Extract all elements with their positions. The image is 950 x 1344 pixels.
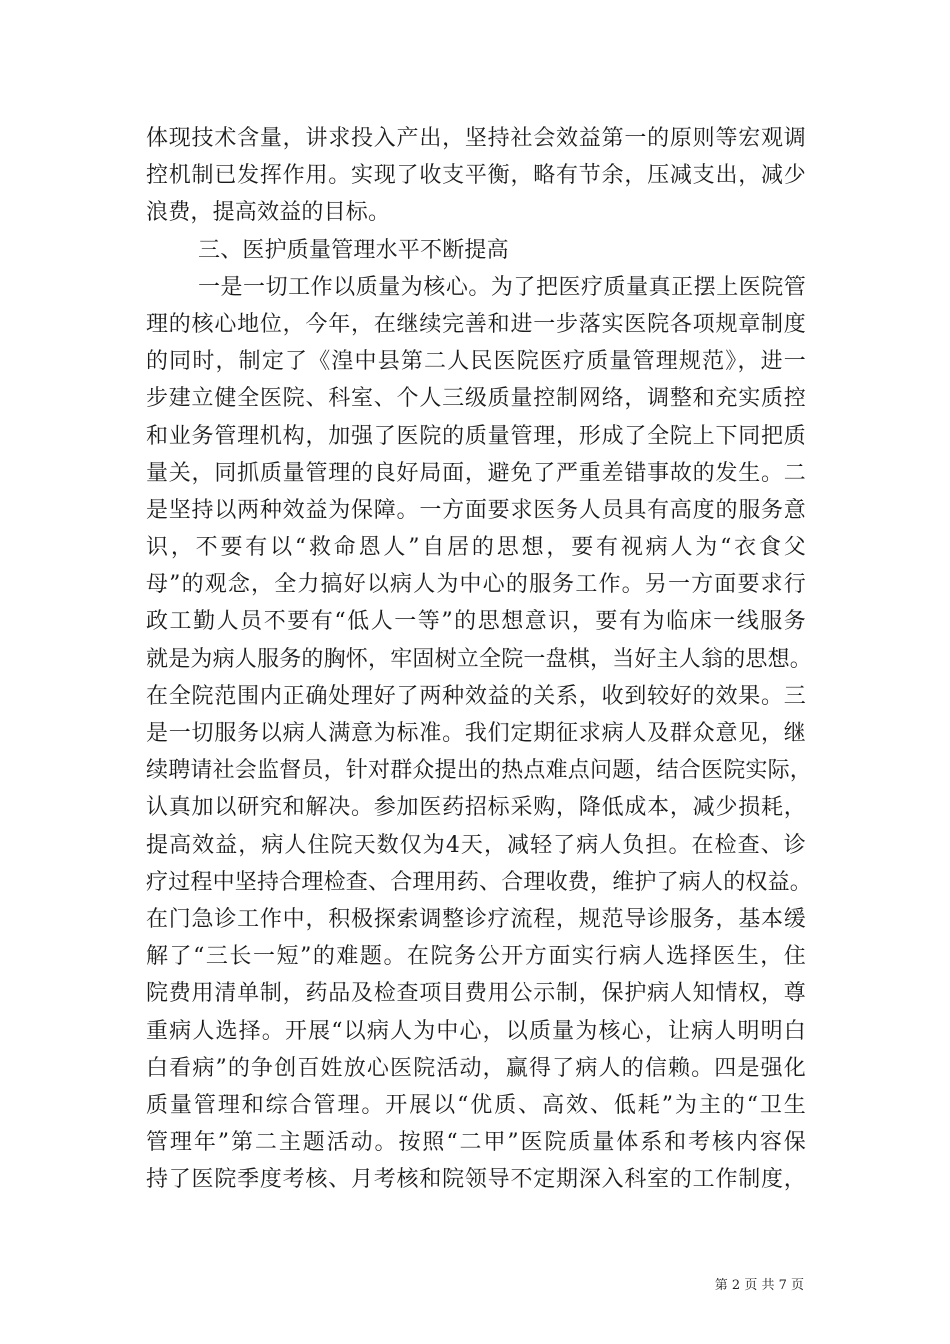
- paragraph-line: 的同时，制定了《湟中县第二人民医院医疗质量管理规范》，进一: [146, 349, 806, 375]
- paragraph-line: 一是一切工作以质量为核心。为了把医疗质量真正摆上医院管: [198, 274, 806, 300]
- paragraph-line: 重病人选择。开展“以病人为中心，以质量为核心，让病人明明白: [146, 1018, 806, 1044]
- paragraph-line: 在全院范围内正确处理好了两种效益的关系，收到较好的效果。三: [146, 683, 806, 709]
- paragraph-line: 提高效益，病人住院天数仅为4天，减轻了病人负担。在检查、诊: [146, 832, 806, 858]
- paragraph-line: 质量管理和综合管理。开展以“优质、高效、低耗”为主的“卫生: [146, 1092, 806, 1118]
- paragraph-line: 疗过程中坚持合理检查、合理用药、合理收费，维护了病人的权益。: [146, 869, 813, 895]
- paragraph-line: 和业务管理机构，加强了医院的质量管理，形成了全院上下同把质: [146, 423, 806, 449]
- paragraph-line: 解了“三长一短”的难题。在院务公开方面实行病人选择医生，住: [146, 944, 806, 970]
- paragraph-line: 识，不要有以“救命恩人”自居的思想，要有视病人为“衣食父: [146, 535, 806, 561]
- section-heading: 三、医护质量管理水平不断提高: [198, 237, 509, 263]
- paragraph-line: 政工勤人员不要有“低人一等”的思想意识，要有为临床一线服务: [146, 609, 806, 635]
- paragraph-line: 量关，同抓质量管理的良好局面，避免了严重差错事故的发生。二: [146, 460, 806, 486]
- paragraph-line: 是一切服务以病人满意为标准。我们定期征求病人及群众意见，继: [146, 721, 806, 746]
- paragraph-line: 母”的观念，全力搞好以病人为中心的服务工作。另一方面要求行: [146, 572, 806, 598]
- body-text: [146, 120, 813, 1198]
- paragraph-line: 续聘请社会监督员，针对群众提出的热点难点问题，结合医院实际，: [146, 758, 813, 784]
- paragraph-line: 管理年”第二主题活动。按照“二甲”医院质量体系和考核内容保: [146, 1130, 806, 1156]
- paragraph-line: 认真加以研究和解决。参加医药招标采购，降低成本，减少损耗，: [146, 795, 806, 821]
- paragraph-line: 控机制已发挥作用。实现了收支平衡，略有节余，压减支出，减少: [146, 163, 806, 189]
- paragraph-line: 院费用清单制，药品及检查项目费用公示制，保护病人知情权，尊: [146, 981, 806, 1007]
- page-number: 第 2 页 共 7 页: [714, 1278, 804, 1293]
- paragraph-line: 步建立健全医院、科室、个人三级质量控制网络，调整和充实质控: [146, 386, 806, 412]
- paragraph-line: 体现技术含量，讲求投入产出，坚持社会效益第一的原则等宏观调: [146, 126, 806, 151]
- paragraph-line: 就是为病人服务的胸怀，牢固树立全院一盘棋，当好主人翁的思想。: [146, 646, 813, 672]
- paragraph-line: 理的核心地位，今年，在继续完善和进一步落实医院各项规章制度: [146, 311, 806, 337]
- paragraph-line: 浪费，提高效益的目标。: [146, 200, 391, 226]
- paragraph-line: 白看病”的争创百姓放心医院活动，赢得了病人的信赖。四是强化: [146, 1055, 806, 1081]
- paragraph-line: 在门急诊工作中，积极探索调整诊疗流程，规范导诊服务，基本缓: [146, 906, 806, 932]
- paragraph-line: 持了医院季度考核、月考核和院领导不定期深入科室的工作制度，: [146, 1167, 806, 1193]
- paragraph-line: 是坚持以两种效益为保障。一方面要求医务人员具有高度的服务意: [146, 497, 806, 523]
